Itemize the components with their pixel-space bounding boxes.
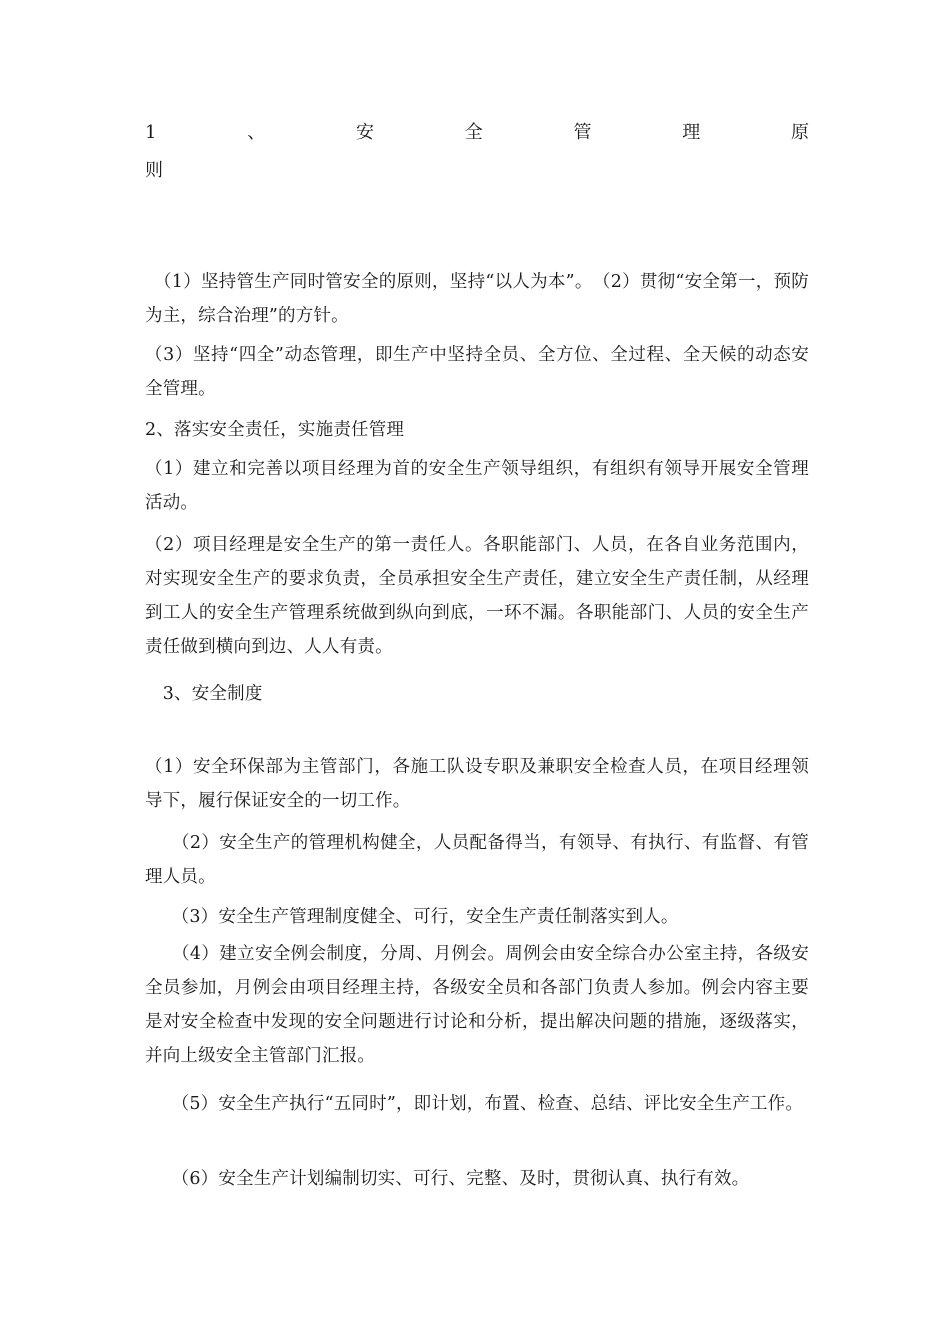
paragraph-system-6: （6）安全生产计划编制切实、可行、完整、及时，贯彻认真、执行有效。 — [145, 1169, 750, 1189]
heading-char: 管 — [573, 122, 592, 143]
section-heading-3: 3、安全制度 — [145, 684, 263, 704]
section-heading-1 — [145, 120, 809, 184]
heading-char: 理 — [682, 122, 701, 143]
paragraph-principles-1-2: （1）坚持管生产同时管安全的原则，坚持“以人为本”。 （2）贯彻“安全第一，预防为主，综合治理”的方针。 — [145, 272, 809, 326]
paragraph-system-5: （5）安全生产执行“五同时”，即计划，布置、检查、总结、评比安全生产工作。 — [145, 1094, 804, 1114]
paragraph-system-3: （3）安全生产管理制度健全、可行，安全生产责任制落实到人。 — [145, 907, 679, 927]
paragraph-responsibility-1: （1）建立和完善以项目经理为首的安全生产领导组织，有组织有领导开展安全管理活动。 — [145, 459, 809, 513]
heading-continuation: 则 — [145, 160, 163, 181]
paragraph-principle-3: （3）坚持“四全”动态管理，即生产中坚持全员、全方位、全过程、全天候的动态安全管理。 — [145, 345, 809, 399]
heading-char: 、 — [247, 122, 266, 143]
paragraph-system-1: （1）安全环保部为主管部门，各施工队设专职及兼职安全检查人员，在项目经理领导下，履行保证安全的一切工作。 — [145, 757, 809, 811]
heading-char: 全 — [464, 122, 483, 143]
paragraph-responsibility-2: （2）项目经理是安全生产的第一责任人。各职能部门、人员，在各自业务范围内，对实现安全生产的要求负责，全员承担安全生产责任，建立安全生产责任制，从经理到工人的安全生产管理系统做到纵向到底，一环不漏。各职能部门、人员的安全生产责任做到横向到边、人人有责。 — [145, 535, 809, 657]
paragraph-system-2: （2）安全生产的管理机构健全，人员配备得当，有领导、有执行、有监督、有管理人员。 — [145, 833, 809, 887]
section-heading-2: 2、落实安全责任，实施责任管理 — [145, 420, 405, 440]
heading-char: 安 — [355, 122, 374, 143]
heading-char: 1 — [145, 122, 157, 143]
paragraph-system-4: （4）建立安全例会制度，分周、月例会。周例会由安全综合办公室主持，各级安全员参加，月例会由项目经理主持，各级安全员和各部门负责人参加。例会内容主要是对安全检查中发现的安全问题进行讨论和分析，提出解决问题的措施，逐级落实，并向上级安全主管部门汇报。 — [145, 944, 809, 1066]
heading-spaced-line — [145, 120, 809, 146]
heading-char: 原 — [790, 122, 809, 143]
